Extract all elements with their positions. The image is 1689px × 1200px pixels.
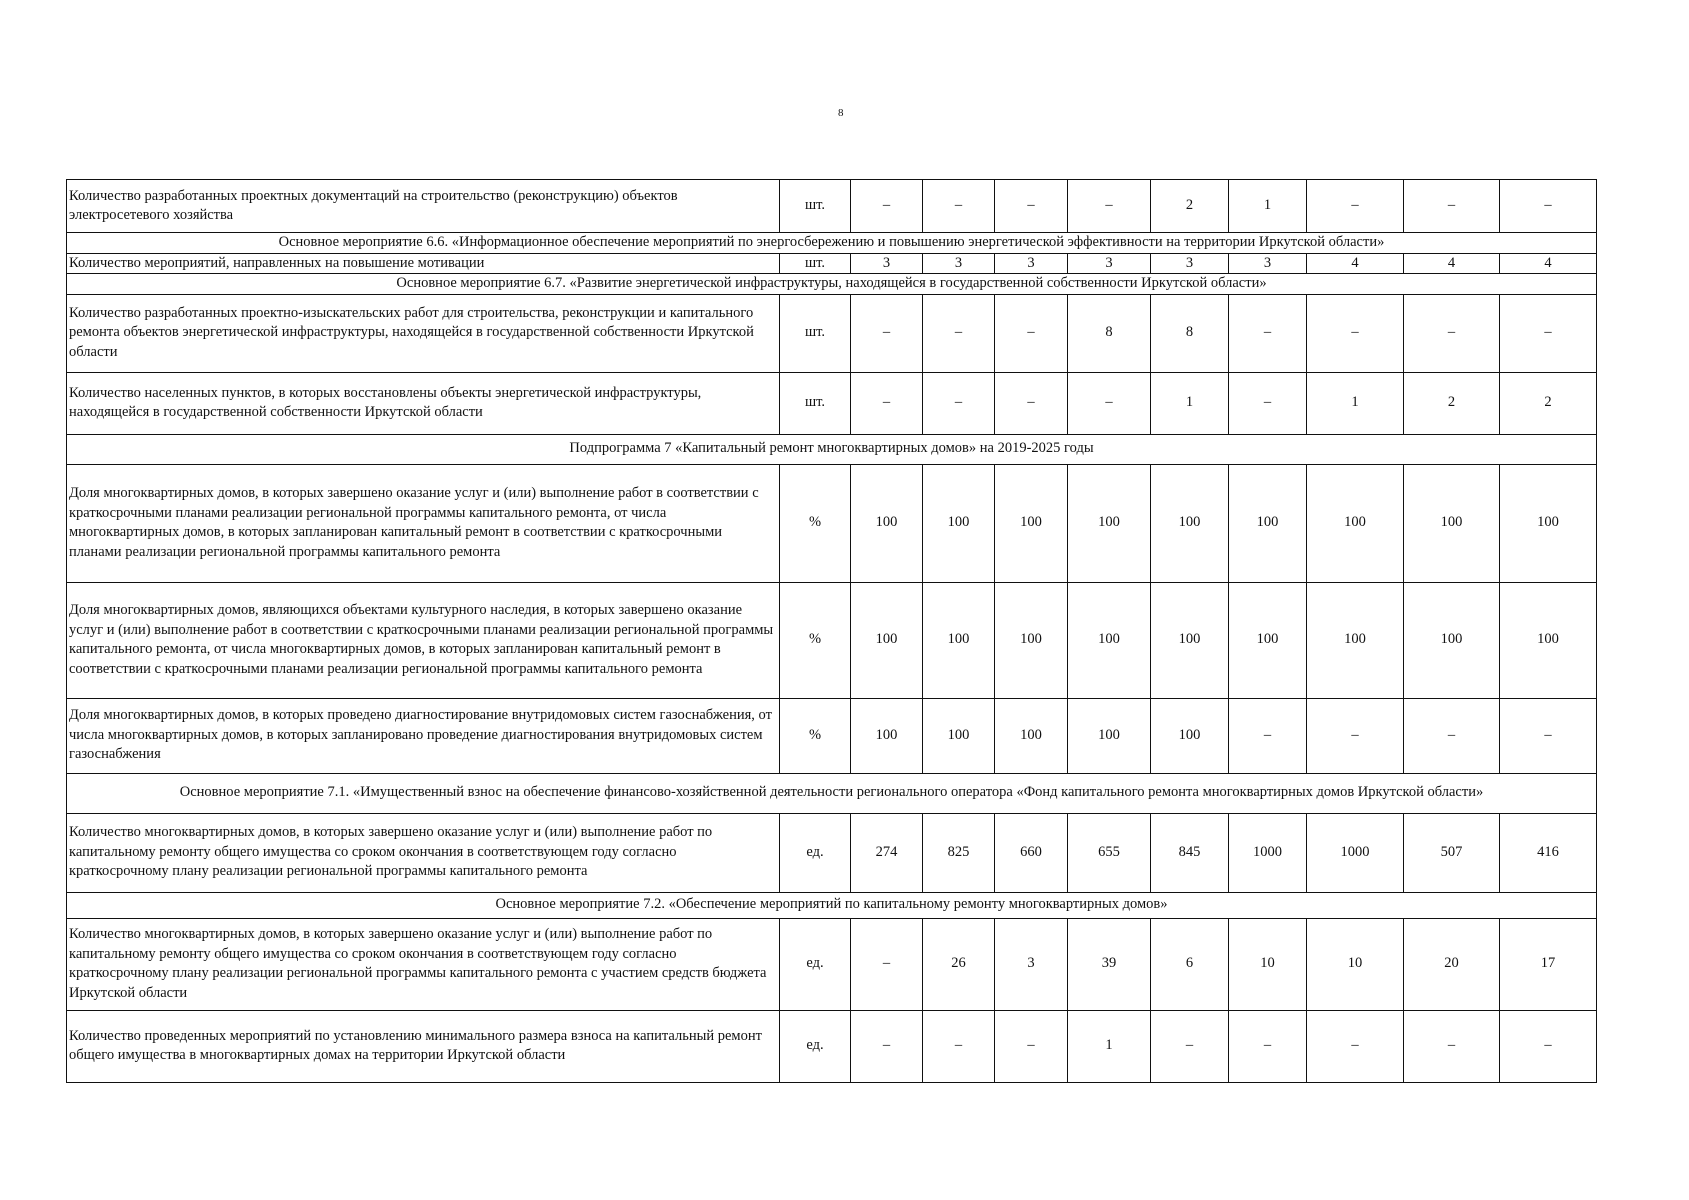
value-cell: 3 (923, 253, 995, 274)
section-row (67, 773, 1597, 813)
value-cell: – (1229, 698, 1307, 773)
value-cell: 3 (851, 253, 923, 274)
value-cell: 416 (1500, 813, 1597, 892)
value-cell: – (995, 372, 1068, 434)
table-row (67, 813, 1597, 892)
value-cell: 1000 (1307, 813, 1404, 892)
value-cell: 2 (1500, 372, 1597, 434)
value-cell: – (851, 918, 923, 1010)
unit-cell: шт. (780, 294, 851, 372)
value-cell: 100 (851, 582, 923, 698)
value-cell: – (1404, 294, 1500, 372)
value-cell: – (1229, 372, 1307, 434)
value-cell: 100 (1151, 582, 1229, 698)
value-cell: – (923, 372, 995, 434)
value-cell: 1 (1229, 180, 1307, 233)
indicator-name: Количество разработанных проектных документаций на строительство (реконструкцию) объектов электросетевого хозяйства (67, 180, 780, 233)
page-number: 8 (838, 107, 844, 119)
value-cell: 1 (1068, 1010, 1151, 1082)
value-cell: – (923, 1010, 995, 1082)
value-cell: – (1229, 294, 1307, 372)
value-cell: 3 (995, 918, 1068, 1010)
section-title: Основное мероприятие 7.1. «Имущественный взнос на обеспечение финансово-хозяйственной деятельности регионального оператора «Фонд капитального ремонта многоквартирных домов Иркутской области» (67, 773, 1597, 813)
section-title: Подпрограмма 7 «Капитальный ремонт многоквартирных домов» на 2019-2025 годы (67, 434, 1597, 464)
value-cell: 100 (995, 698, 1068, 773)
value-cell: 1000 (1229, 813, 1307, 892)
value-cell: – (1404, 1010, 1500, 1082)
value-cell: – (923, 180, 995, 233)
value-cell: 100 (1151, 698, 1229, 773)
value-cell: 100 (851, 464, 923, 582)
value-cell: 20 (1404, 918, 1500, 1010)
value-cell: – (1500, 180, 1597, 233)
unit-cell: шт. (780, 180, 851, 233)
value-cell: 100 (1404, 464, 1500, 582)
indicator-name: Доля многоквартирных домов, в которых завершено оказание услуг и (или) выполнение работ в соответствии с краткосрочными планами реализации региональной программы капитального ремонта, от числа многоквартирных домов, в которых запланирован капитальный ремонт в соответствии с краткосрочными планами реализации региональной программы капитального ремонта (67, 464, 780, 582)
value-cell: – (995, 1010, 1068, 1082)
section-title: Основное мероприятие 7.2. «Обеспечение мероприятий по капитальному ремонту многоквартирных домов» (67, 892, 1597, 918)
value-cell: 100 (923, 464, 995, 582)
value-cell: – (1404, 698, 1500, 773)
value-cell: 845 (1151, 813, 1229, 892)
value-cell: – (851, 294, 923, 372)
value-cell: – (1151, 1010, 1229, 1082)
value-cell: 6 (1151, 918, 1229, 1010)
value-cell: 507 (1404, 813, 1500, 892)
value-cell: – (1229, 1010, 1307, 1082)
value-cell: – (851, 372, 923, 434)
value-cell: 100 (1307, 464, 1404, 582)
value-cell: 10 (1229, 918, 1307, 1010)
unit-cell: % (780, 464, 851, 582)
value-cell: – (1068, 180, 1151, 233)
value-cell: 100 (1500, 582, 1597, 698)
value-cell: 10 (1307, 918, 1404, 1010)
table-row (67, 1010, 1597, 1082)
value-cell: 4 (1307, 253, 1404, 274)
value-cell: 100 (995, 464, 1068, 582)
value-cell: – (851, 1010, 923, 1082)
value-cell: 3 (995, 253, 1068, 274)
unit-cell: ед. (780, 1010, 851, 1082)
section-title: Основное мероприятие 6.7. «Развитие энергетической инфраструктуры, находящейся в государственной собственности Иркутской области» (67, 274, 1597, 295)
value-cell: 100 (1404, 582, 1500, 698)
value-cell: 100 (923, 582, 995, 698)
value-cell: – (995, 294, 1068, 372)
table-row (67, 464, 1597, 582)
value-cell: 17 (1500, 918, 1597, 1010)
value-cell: 100 (1068, 464, 1151, 582)
table-row (67, 918, 1597, 1010)
value-cell: 3 (1151, 253, 1229, 274)
table-row (67, 698, 1597, 773)
section-title: Основное мероприятие 6.6. «Информационное обеспечение мероприятий по энергосбережению и повышению энергетической эффективности на территории Иркутской области» (67, 233, 1597, 254)
value-cell: 100 (1307, 582, 1404, 698)
value-cell: – (851, 180, 923, 233)
unit-cell: % (780, 582, 851, 698)
value-cell: 1 (1151, 372, 1229, 434)
value-cell: – (1500, 1010, 1597, 1082)
value-cell: 274 (851, 813, 923, 892)
indicators-table (66, 179, 1597, 1083)
value-cell: – (1500, 294, 1597, 372)
indicator-name: Доля многоквартирных домов, в которых проведено диагностирование внутридомовых систем газоснабжения, от числа многоквартирных домов, в которых запланировано проведение диагностирования внутридомовых систем газоснабжения (67, 698, 780, 773)
value-cell: 100 (1068, 582, 1151, 698)
value-cell: 8 (1151, 294, 1229, 372)
section-row (67, 434, 1597, 464)
value-cell: – (1404, 180, 1500, 233)
table-row (67, 294, 1597, 372)
indicator-name: Количество многоквартирных домов, в которых завершено оказание услуг и (или) выполнение работ по капитальному ремонту общего имущества со сроком окончания в соответствующем году согласно краткосрочному плану реализации региональной программы капитального ремонта (67, 813, 780, 892)
value-cell: 1 (1307, 372, 1404, 434)
value-cell: 825 (923, 813, 995, 892)
indicator-name: Доля многоквартирных домов, являющихся объектами культурного наследия, в которых завершено оказание услуг и (или) выполнение работ в соответствии с краткосрочными планами реализации региональной программы капитального ремонта, от числа многоквартирных домов, в которых запланирован капитальный ремонт в соответствии с краткосрочными планами реализации региональной программы капитального ремонта (67, 582, 780, 698)
section-row (67, 233, 1597, 254)
value-cell: 2 (1151, 180, 1229, 233)
value-cell: 660 (995, 813, 1068, 892)
value-cell: – (995, 180, 1068, 233)
value-cell: 100 (995, 582, 1068, 698)
value-cell: 4 (1500, 253, 1597, 274)
unit-cell: шт. (780, 372, 851, 434)
value-cell: 4 (1404, 253, 1500, 274)
table-row (67, 180, 1597, 233)
indicator-name: Количество мероприятий, направленных на повышение мотивации (67, 253, 780, 274)
value-cell: 100 (1229, 464, 1307, 582)
section-row (67, 892, 1597, 918)
value-cell: – (1307, 180, 1404, 233)
indicator-name: Количество проведенных мероприятий по установлению минимального размера взноса на капитальный ремонт общего имущества в многоквартирных домах на территории Иркутской области (67, 1010, 780, 1082)
value-cell: 100 (851, 698, 923, 773)
indicator-name: Количество населенных пунктов, в которых восстановлены объекты энергетической инфраструктуры, находящейся в государственной собственности Иркутской области (67, 372, 780, 434)
value-cell: – (1068, 372, 1151, 434)
value-cell: 100 (1151, 464, 1229, 582)
value-cell: 39 (1068, 918, 1151, 1010)
value-cell: 3 (1068, 253, 1151, 274)
value-cell: 655 (1068, 813, 1151, 892)
value-cell: – (1307, 1010, 1404, 1082)
value-cell: 100 (1229, 582, 1307, 698)
indicator-name: Количество многоквартирных домов, в которых завершено оказание услуг и (или) выполнение работ по капитальному ремонту общего имущества со сроком окончания в соответствующем году согласно краткосрочному плану реализации региональной программы капитального ремонта с участием средств бюджета Иркутской области (67, 918, 780, 1010)
unit-cell: ед. (780, 918, 851, 1010)
table-row (67, 372, 1597, 434)
unit-cell: шт. (780, 253, 851, 274)
section-row (67, 274, 1597, 295)
value-cell: 26 (923, 918, 995, 1010)
value-cell: 3 (1229, 253, 1307, 274)
value-cell: – (1307, 294, 1404, 372)
value-cell: – (1500, 698, 1597, 773)
unit-cell: % (780, 698, 851, 773)
unit-cell: ед. (780, 813, 851, 892)
value-cell: 2 (1404, 372, 1500, 434)
table-row (67, 253, 1597, 274)
value-cell: 8 (1068, 294, 1151, 372)
table-row (67, 582, 1597, 698)
value-cell: – (923, 294, 995, 372)
value-cell: 100 (1068, 698, 1151, 773)
value-cell: 100 (923, 698, 995, 773)
value-cell: – (1307, 698, 1404, 773)
value-cell: 100 (1500, 464, 1597, 582)
indicator-name: Количество разработанных проектно-изыскательских работ для строительства, реконструкции и капитального ремонта объектов энергетической инфраструктуры, находящейся в государственной собственности Иркутской области (67, 294, 780, 372)
